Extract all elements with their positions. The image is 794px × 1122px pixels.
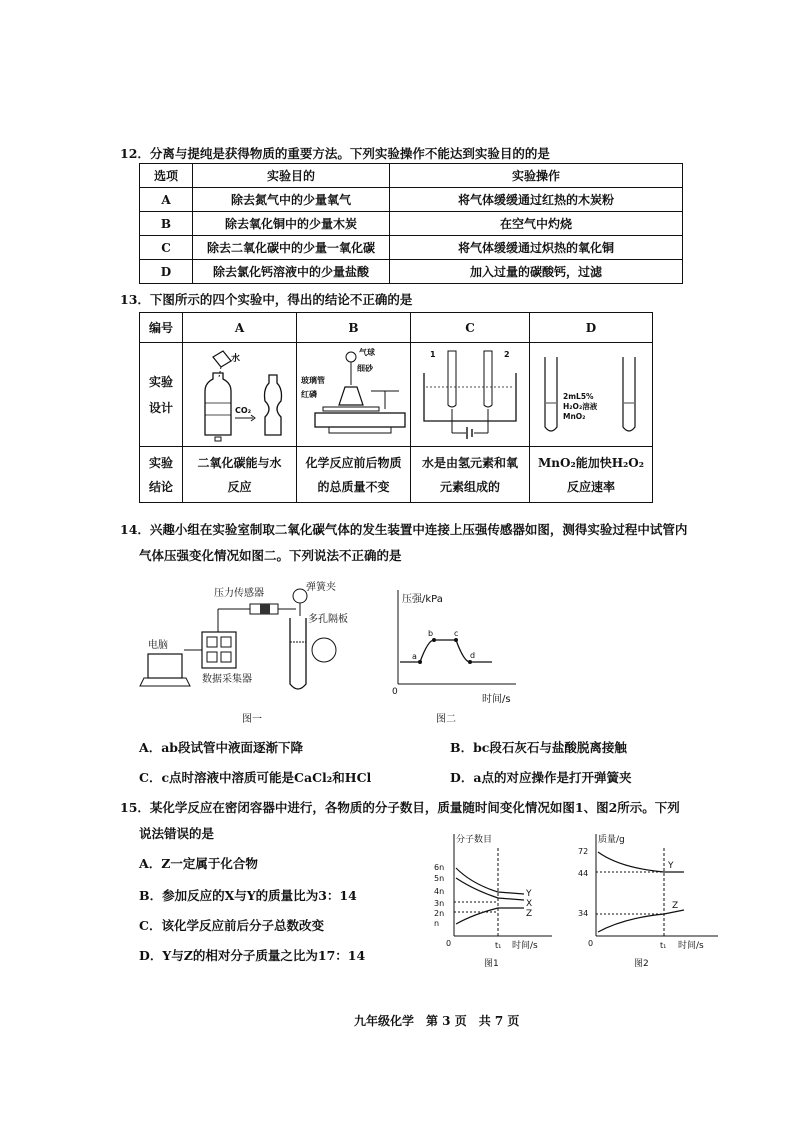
fig3-tick-4n: 4n — [434, 887, 445, 896]
balance-phosphorus-diagram — [299, 343, 409, 443]
q12-row-c-operation: 将气体缓缓通过炽热的氧化铜 — [390, 236, 683, 260]
fig3-caption: 图1 — [484, 959, 499, 969]
fig2-caption: 图二 — [436, 714, 456, 725]
q15-option-d: D．Y与Z的相对分子质量之比为17：14 — [139, 948, 366, 963]
fig4-ylabel: 质量/g — [598, 835, 625, 845]
q13-conclusion-a-line2: 反应 — [227, 479, 252, 494]
q14-option-a: A．ab段试管中液面逐渐下降 — [139, 740, 304, 755]
c-label-tube-1: 1 — [430, 350, 436, 359]
q12-row-d-option: D — [140, 260, 193, 284]
fig3-tick-6n: 6n — [434, 863, 445, 872]
q13-col-a: A — [183, 313, 297, 343]
d-label-h2o2: H₂O₂溶液 — [563, 402, 598, 411]
a-label-water: 水 — [230, 354, 240, 364]
q15-option-c: C．该化学反应前后分子总数改变 — [139, 918, 324, 933]
q12-row-d-goal: 除去氯化钙溶液中的少量盐酸 — [193, 260, 390, 284]
fig1-label-porous-plate: 多孔隔板 — [308, 614, 348, 625]
electrolysis-diagram — [412, 343, 528, 443]
fig4-t1: t₁ — [660, 941, 667, 950]
q13-design-d — [530, 343, 653, 447]
d-label-mno2: MnO₂ — [563, 412, 586, 421]
q15-stem-line2: 说法错误的是 — [139, 826, 215, 841]
q12-row-a-option: A — [140, 188, 193, 212]
fig3-series-y: Y — [526, 889, 532, 899]
fig3-tick-3n: 3n — [434, 899, 445, 908]
q13-conclusion-d-line2: 反应速率 — [566, 479, 615, 494]
fig4-series-z: Z — [672, 901, 679, 911]
fig2-point-c: c — [454, 629, 459, 638]
q13-header-design — [140, 343, 183, 447]
q14-stem-line1: 14．兴趣小组在实验室制取二氧化碳气体的发生装置中连接上压强传感器如图，测得实验过程中试管内 — [120, 522, 688, 537]
q13-conclusion-a-line1: 二氧化碳能与水 — [197, 455, 282, 470]
q13-col-c: C — [411, 313, 530, 343]
fig4-tick-44: 44 — [578, 869, 589, 878]
q14-figure-2 — [388, 584, 528, 726]
q15-figure-2 — [574, 828, 724, 970]
q13-design-c — [411, 343, 530, 447]
fig1-label-data-collector: 数据采集器 — [202, 674, 252, 685]
q12-row-a-goal: 除去氮气中的少量氧气 — [193, 188, 390, 212]
q12-row-c-goal: 除去二氧化碳中的少量一氧化碳 — [193, 236, 390, 260]
mno2-testtubes-diagram — [535, 343, 647, 443]
q12-row-b-option: B — [140, 212, 193, 236]
fig4-xlabel: 时间/s — [678, 941, 704, 951]
d-label-volume: 2mL5% — [563, 392, 594, 401]
fig3-ylabel: 分子数目 — [456, 835, 493, 845]
q13-conclusion-c — [411, 447, 530, 503]
q13-design-a — [183, 343, 297, 447]
c-label-tube-2: 2 — [504, 350, 510, 359]
q12-stem: 12．分离与提纯是获得物质的重要方法。下列实验操作不能达到实验目的的是 — [120, 146, 550, 161]
co2-bottle-diagram — [185, 343, 295, 443]
page-footer: 九年级化学 第 3 页 共 7 页 — [354, 1014, 520, 1028]
q15-stem-line1: 15．某化学反应在密闭容器中进行，各物质的分子数目，质量随时间变化情况如图1、图2所示。下列 — [120, 800, 680, 815]
q12-header-operation: 实验操作 — [390, 164, 683, 188]
b-label-balloon: 气球 — [358, 348, 375, 357]
q12-header-goal: 实验目的 — [193, 164, 390, 188]
fig1-caption: 图一 — [242, 714, 262, 725]
b-label-sand: 细砂 — [356, 364, 373, 373]
q12-row-b-goal: 除去氧化铜中的少量木炭 — [193, 212, 390, 236]
b-label-tube: 玻璃管 — [300, 376, 325, 385]
q12-header-option: 选项 — [140, 164, 193, 188]
q15-option-b: B．参加反应的X与Y的质量比为3：14 — [139, 888, 357, 903]
q12-row-a-operation: 将气体缓缓通过红热的木炭粉 — [390, 188, 683, 212]
fig1-label-spring-clip: 弹簧夹 — [306, 582, 336, 593]
q13-conclusion-b — [297, 447, 411, 503]
fig1-label-computer: 电脑 — [148, 640, 168, 651]
q13-stem: 13．下图所示的四个实验中，得出的结论不正确的是 — [120, 292, 413, 307]
q13-header-design-line1: 实验 — [148, 374, 173, 389]
q12-row-c-option: C — [140, 236, 193, 260]
q13-design-b — [297, 343, 411, 447]
fig3-tick-2n: 2n — [434, 909, 445, 918]
q13-conclusion-b-line1: 化学反应前后物质 — [305, 455, 402, 470]
q13-conclusion-c-line1: 水是由氢元素和氧 — [421, 455, 518, 470]
q12-table — [139, 163, 683, 284]
q12-row-d-operation: 加入过量的碳酸钙，过滤 — [390, 260, 683, 284]
fig2-point-d: d — [470, 651, 476, 660]
q13-col-b: B — [297, 313, 411, 343]
q15-option-a: A．Z一定属于化合物 — [139, 856, 258, 871]
fig2-point-b: b — [428, 629, 434, 638]
fig3-tick-n: n — [434, 919, 440, 928]
fig4-series-y: Y — [668, 861, 674, 871]
q14-option-c: C．c点时溶液中溶质可能是CaCl₂和HCl — [139, 770, 372, 785]
q13-header-conclusion — [140, 447, 183, 503]
q13-header-design-line2: 设计 — [148, 400, 173, 415]
fig3-xlabel: 时间/s — [512, 941, 538, 951]
a-label-co2: CO₂ — [234, 406, 251, 415]
q13-header-conclusion-line1: 实验 — [148, 455, 173, 470]
q15-figure-1 — [428, 828, 558, 970]
q13-conclusion-b-line2: 的总质量不变 — [317, 479, 390, 494]
fig2-point-a: a — [412, 652, 417, 661]
q12-row-b-operation: 在空气中灼烧 — [390, 212, 683, 236]
fig4-origin: 0 — [588, 939, 594, 948]
fig2-ylabel: 压强/kPa — [402, 594, 443, 605]
q13-conclusion-a — [183, 447, 297, 503]
b-label-phosphorus: 红磷 — [300, 390, 317, 399]
fig3-series-z: Z — [526, 909, 533, 919]
fig2-xlabel: 时间/s — [482, 694, 511, 705]
fig1-label-pressure-sensor: 压力传感器 — [214, 588, 264, 599]
fig4-tick-72: 72 — [578, 847, 589, 856]
fig3-origin: 0 — [446, 939, 452, 948]
q13-conclusion-d-line1: MnO₂能加快H₂O₂ — [537, 455, 645, 470]
fig3-tick-5n: 5n — [434, 874, 445, 883]
fig2-origin: 0 — [392, 687, 398, 697]
fig4-tick-34: 34 — [578, 909, 589, 918]
q14-option-b: B．bc段石灰石与盐酸脱离接触 — [450, 740, 627, 755]
q13-col-d: D — [530, 313, 653, 343]
q14-figure-1 — [138, 576, 368, 726]
q14-option-d: D．a点的对应操作是打开弹簧夹 — [450, 770, 632, 785]
fig4-caption: 图2 — [634, 959, 649, 969]
q14-stem-line2: 气体压强变化情况如图二。下列说法不正确的是 — [139, 548, 402, 563]
fig3-t1: t₁ — [495, 941, 502, 950]
q13-conclusion-d — [530, 447, 653, 503]
q13-table — [139, 312, 653, 503]
fig3-series-x: X — [526, 899, 533, 909]
q13-header-conclusion-line2: 结论 — [148, 479, 173, 494]
q13-conclusion-c-line2: 元素组成的 — [439, 479, 500, 494]
q13-header-number: 编号 — [140, 313, 183, 343]
